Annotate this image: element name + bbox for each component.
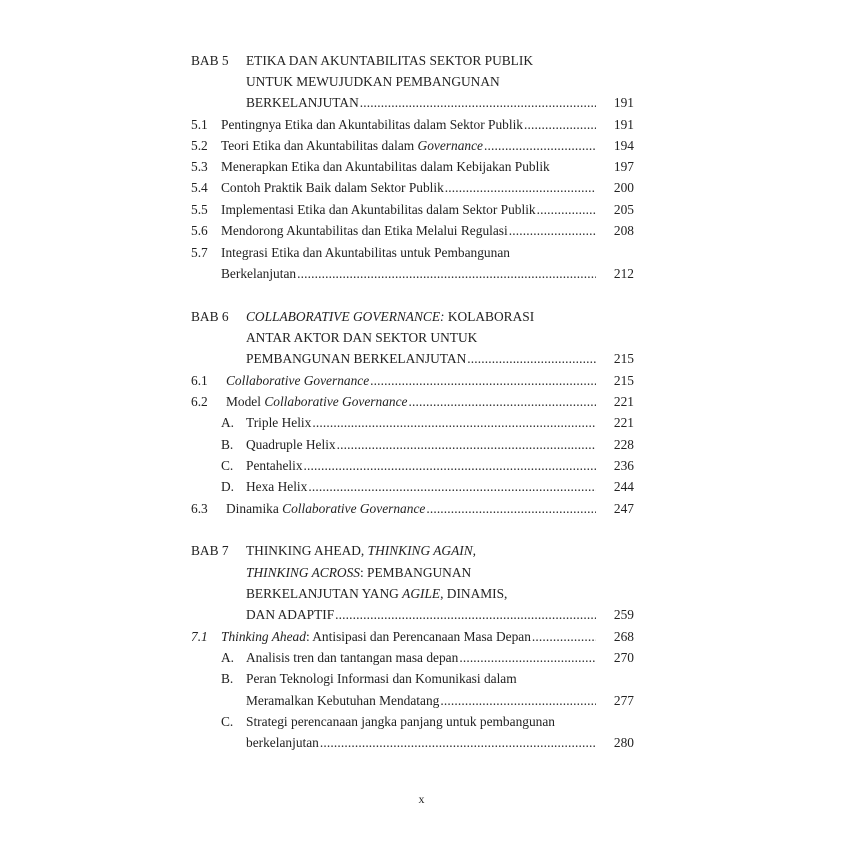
toc-entry-title: [246, 92, 359, 113]
toc-entry-number: 5.7: [191, 245, 208, 260]
toc-entry-number: 6.1: [191, 373, 208, 388]
toc-entry-title-part: Strategi perencanaan jangka panjang untuk pembangunan: [246, 714, 555, 729]
toc-entry-title-part: Implementasi Etika dan Akuntabilitas dalam Sektor Publik: [221, 202, 536, 217]
toc-entry: [221, 412, 634, 433]
toc-entry-title-part: Contoh Praktik Baik dalam Sektor Publik: [221, 180, 444, 195]
toc-entry-title-part: Mendorong Akuntabilitas dan Etika Melalui Regulasi: [221, 223, 508, 238]
dot-leader: [320, 732, 596, 753]
toc-entry-page: 259: [613, 607, 634, 622]
toc-entry-number: 6.2: [191, 394, 208, 409]
toc-entry-page: 212: [613, 266, 634, 281]
dot-leader: [297, 263, 596, 284]
toc-entry-page: 247: [613, 501, 634, 516]
toc-entry-title-part: Pentingnya Etika dan Akuntabilitas dalam Sektor Publik: [221, 117, 523, 132]
toc-entry: [191, 135, 634, 156]
dot-leader: [537, 199, 596, 220]
toc-entry-page: [602, 50, 634, 71]
toc-entry: [191, 156, 634, 177]
toc-entry-title-part: : PEMBANGUNAN: [359, 565, 472, 580]
dot-leader: [467, 348, 596, 369]
toc-entry-page: 191: [613, 95, 634, 110]
toc-entry-title-part: Meramalkan Kebutuhan Mendatang: [246, 693, 440, 708]
dot-leader: [304, 455, 596, 476]
toc-entry-title-part: Collaborative Governance: [226, 373, 370, 388]
toc-entry: [246, 604, 634, 625]
toc-entry: [246, 348, 634, 369]
toc-entry: [246, 92, 634, 113]
toc-entry-title: [246, 50, 533, 71]
toc-entry-title-part: Governance: [417, 138, 483, 153]
toc-entry-page: [602, 306, 634, 327]
toc-entry-title: [246, 327, 477, 348]
toc-entry-title-part: UNTUK MEWUJUDKAN PEMBANGUNAN: [246, 74, 500, 89]
toc-entry-title: [221, 114, 523, 135]
toc-entry-title-part: Hexa Helix: [246, 479, 308, 494]
toc-entry-page: 236: [613, 458, 634, 473]
toc-entry-title-part: Integrasi Etika dan Akuntabilitas untuk Pembangunan: [221, 245, 510, 260]
toc-entry-number: B.: [221, 437, 234, 452]
toc-entry-number: 6.3: [191, 501, 208, 516]
toc-entry-page: [602, 711, 634, 732]
toc-entry: [221, 711, 634, 732]
dot-leader: [308, 476, 596, 497]
toc-entry-title-part: Menerapkan Etika dan Akuntabilitas dalam Kebijakan Publik: [221, 159, 550, 174]
toc-entry-title: [226, 498, 425, 519]
toc-entry-page: [602, 71, 634, 92]
toc-entry: [191, 242, 634, 263]
toc-entry-title: [221, 220, 508, 241]
toc-entry-title-part: Peran Teknologi Informasi dan Komunikasi dalam: [246, 671, 517, 686]
toc-entry-title: [226, 391, 407, 412]
toc-entry: [221, 434, 634, 455]
toc-entry: [191, 626, 634, 647]
toc-entry-number: 5.1: [191, 117, 208, 132]
dot-leader: [509, 220, 596, 241]
dot-leader: [312, 412, 596, 433]
toc-entry-title-part: KOLABORASI: [444, 309, 535, 324]
toc-entry-title-part: Collaborative Governance: [264, 394, 408, 409]
toc-entry-title-part: THINKING ACROSS: [246, 565, 360, 580]
toc-entry-title: [246, 604, 334, 625]
toc-entry-page: [602, 562, 634, 583]
toc-entry-number: 5.5: [191, 202, 208, 217]
dot-leader: [408, 391, 596, 412]
toc-entry-title-part: AGILE: [402, 586, 441, 601]
toc-entry-title: [221, 199, 536, 220]
toc-entry-page: 221: [613, 394, 634, 409]
toc-entry: [191, 498, 634, 519]
toc-entry-title-part: Dinamika: [226, 501, 283, 516]
toc-entry: [246, 327, 634, 348]
toc-entry-title: [221, 626, 531, 647]
toc-entry-title: [221, 177, 444, 198]
toc-entry: [246, 583, 634, 604]
dot-leader: [484, 135, 596, 156]
toc-entry: [246, 562, 634, 583]
toc-entry-page: 205: [613, 202, 634, 217]
dot-leader: [337, 434, 596, 455]
toc-entry-title-part: Teori Etika dan Akuntabilitas dalam: [221, 138, 418, 153]
toc-entry-title: [246, 71, 500, 92]
dot-leader: [370, 370, 596, 391]
dot-leader: [440, 690, 596, 711]
toc-entry-page: [602, 540, 634, 561]
toc-entry-title: [221, 263, 296, 284]
toc-entry: [191, 114, 634, 135]
toc-entry-number: 5.2: [191, 138, 208, 153]
toc-entry-title-part: Triple Helix: [246, 415, 312, 430]
toc-entry: [246, 71, 634, 92]
toc-entry-title-part: ETIKA DAN AKUNTABILITAS SEKTOR PUBLIK: [246, 53, 533, 68]
toc-entry-title-part: berkelanjutan: [246, 735, 319, 750]
toc-entry-title-part: Analisis tren dan tantangan masa depan: [246, 650, 459, 665]
dot-leader: [532, 626, 596, 647]
toc-entry-title-part: DAN ADAPTIF: [246, 607, 335, 622]
toc-entry-title: [221, 135, 483, 156]
toc-entry-page: 215: [613, 351, 634, 366]
toc-entry-page: 194: [613, 138, 634, 153]
dot-leader: [426, 498, 596, 519]
toc-entry-number: B.: [221, 671, 234, 686]
toc-entry-number: 5.3: [191, 159, 208, 174]
toc-entry-page: [602, 583, 634, 604]
page-number: x: [418, 792, 425, 806]
toc-entry-number: BAB 7: [191, 543, 229, 558]
toc-entry: [246, 732, 634, 753]
toc-entry-page: 200: [613, 180, 634, 195]
toc-entry: [191, 199, 634, 220]
toc-entry-page: [602, 242, 634, 263]
dot-leader: [335, 604, 596, 625]
toc-entry-number: 5.6: [191, 223, 208, 238]
toc-entry: [191, 540, 634, 561]
toc-entry-page: 270: [613, 650, 634, 665]
toc-entry-title-part: Collaborative Governance: [282, 501, 426, 516]
toc-entry-title: [246, 711, 555, 732]
toc-entry-title-part: ANTAR AKTOR DAN SEKTOR UNTUK: [246, 330, 478, 345]
toc-entry-title-part: Thinking Ahead: [221, 629, 306, 644]
toc-entry-page: 208: [613, 223, 634, 238]
toc-entry-title-part: : Antisipasi dan Perencanaan Masa Depan: [305, 629, 531, 644]
toc-entry-page: 197: [613, 159, 634, 174]
toc-entry-page: 221: [613, 415, 634, 430]
toc-entry: [221, 476, 634, 497]
toc-entry-title: [221, 156, 550, 177]
toc-entry-title-part: BERKELANJUTAN YANG: [246, 586, 403, 601]
toc-entry-title-part: Pentahelix: [246, 458, 303, 473]
dot-leader: [459, 647, 596, 668]
toc-entry-page: 244: [613, 479, 634, 494]
toc-entry: [191, 370, 634, 391]
toc-entry-number: C.: [221, 714, 234, 729]
toc-entry-title-part: , DINAMIS,: [440, 586, 508, 601]
toc-entry-page: [602, 668, 634, 689]
toc-entry-title: [246, 540, 476, 561]
toc-entry: [191, 220, 634, 241]
toc-entry: [221, 263, 634, 284]
toc-entry-page: 277: [613, 693, 634, 708]
toc-entry: [191, 50, 634, 71]
toc-entry-title: [246, 562, 471, 583]
toc-entry-page: [602, 327, 634, 348]
toc-entry-number: A.: [221, 415, 235, 430]
toc-entry-number: 5.4: [191, 180, 208, 195]
toc-entry-title-part: Berkelanjutan: [221, 266, 297, 281]
toc-entry-title: [246, 583, 507, 604]
toc-entry: [191, 306, 634, 327]
toc-entry-title-part: Model: [226, 394, 265, 409]
toc-entry: [191, 391, 634, 412]
toc-entry: [221, 668, 634, 689]
toc-entry-title-part: THINKING AHEAD,: [246, 543, 368, 558]
toc-entry-title: [246, 348, 466, 369]
dot-leader: [445, 177, 596, 198]
toc-entry-page: 215: [613, 373, 634, 388]
toc-entry-page: 228: [613, 437, 634, 452]
toc-entry: [246, 690, 634, 711]
toc-entry: [221, 455, 634, 476]
toc-entry: [191, 177, 634, 198]
dot-leader: [524, 114, 596, 135]
dot-leader: [360, 92, 596, 113]
toc-entry-title: [246, 732, 319, 753]
toc-entry: [221, 647, 634, 668]
toc-entry-title: [221, 242, 510, 263]
toc-entry-title-part: COLLABORATIVE GOVERNANCE:: [246, 309, 445, 324]
toc-entry-title-part: BERKELANJUTAN: [246, 95, 359, 110]
toc-entry-title: [246, 690, 439, 711]
toc-entry-number: C.: [221, 458, 234, 473]
toc-entry-number: D.: [221, 479, 235, 494]
toc-entry-number: 7.1: [191, 629, 208, 644]
toc-entry-page: 191: [613, 117, 634, 132]
toc-entry-page: 280: [613, 735, 634, 750]
toc-entry-title-part: PEMBANGUNAN BERKELANJUTAN: [246, 351, 467, 366]
toc-entry-title-part: THINKING AGAIN,: [367, 543, 476, 558]
toc-entry-title: [246, 306, 534, 327]
toc-entry-number: BAB 6: [191, 309, 229, 324]
toc-entry-title: [246, 668, 517, 689]
toc-entry-number: BAB 5: [191, 53, 229, 68]
toc-entry-page: 268: [613, 629, 634, 644]
toc-entry-title-part: Quadruple Helix: [246, 437, 336, 452]
toc-entry-number: A.: [221, 650, 235, 665]
